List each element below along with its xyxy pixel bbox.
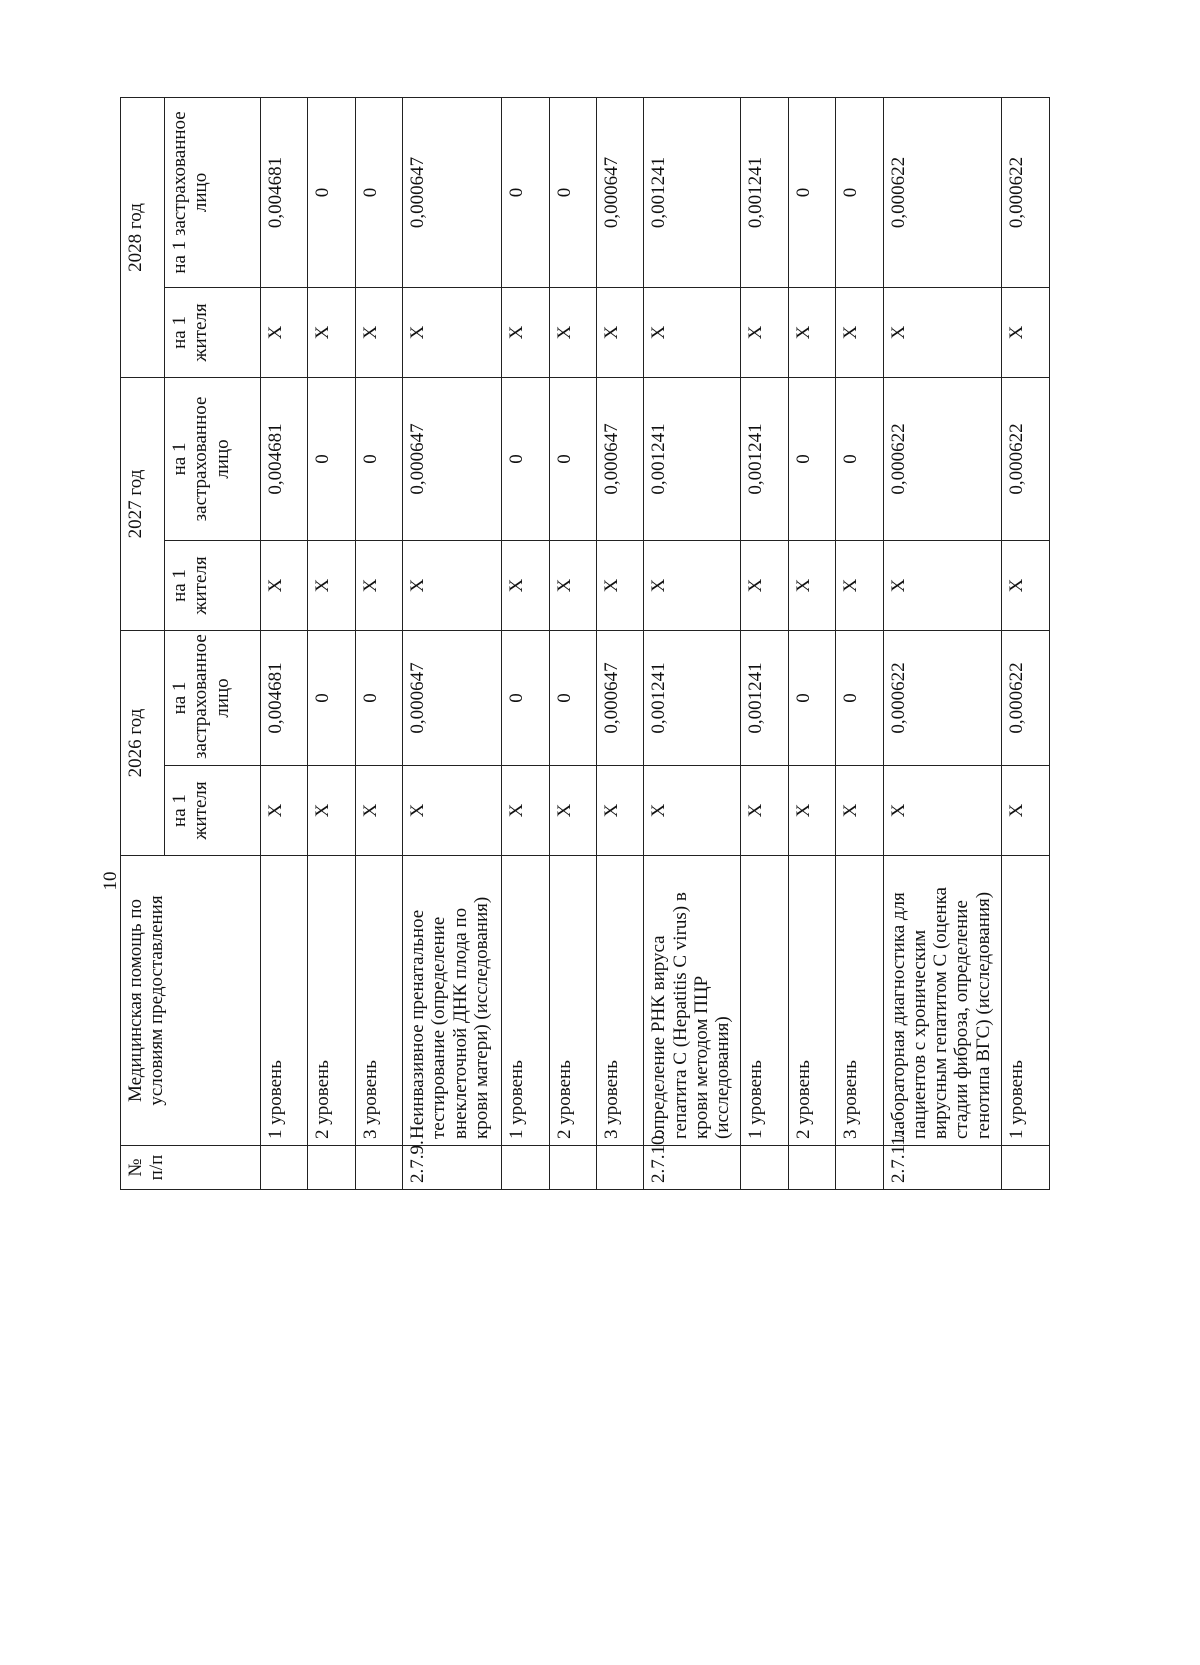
cell-per-insured: 0,001241: [741, 377, 788, 540]
row-number: [596, 1146, 643, 1190]
cell-per-resident: X: [883, 766, 1002, 856]
cell-per-insured: 0,000647: [403, 377, 502, 540]
table-row: [549, 97, 596, 1189]
table-row: [883, 97, 1002, 1189]
row-number: [261, 1146, 308, 1190]
cell-per-resident: X: [788, 766, 835, 856]
subheader-per-resident: на 1 жителя: [165, 766, 261, 856]
cell-per-resident: X: [549, 287, 596, 377]
cell-per-resident: X: [308, 540, 355, 630]
row-number: [549, 1146, 596, 1190]
header-year-2026: 2026 год: [121, 630, 165, 855]
header-year-2027: 2027 год: [121, 377, 165, 630]
row-care-type: лабораторная диагностика для пациентов с хроническим вирусным гепатитом С (оценка стадии фиброза, определение генотипа ВГС) (исследования): [883, 856, 1002, 1146]
cell-per-resident: X: [883, 287, 1002, 377]
cell-per-resident: X: [596, 287, 643, 377]
cell-per-insured: 0,000647: [596, 97, 643, 287]
cell-per-insured: 0: [836, 377, 883, 540]
cell-per-insured: 0,000622: [1002, 97, 1050, 287]
row-number: [741, 1146, 788, 1190]
rotated-table-container: [120, 98, 1050, 1190]
cell-per-resident: X: [836, 540, 883, 630]
cell-per-insured: 0: [355, 377, 402, 540]
cell-per-insured: 0: [788, 377, 835, 540]
cell-per-resident: X: [596, 766, 643, 856]
table-row: [741, 97, 788, 1189]
cell-per-resident: X: [836, 287, 883, 377]
subheader-per-insured: на 1 застрахованное лицо: [165, 97, 261, 287]
table-row: [644, 97, 741, 1189]
subheader-per-insured: на 1 застрахованное лицо: [165, 630, 261, 765]
cell-per-insured: 0: [502, 97, 549, 287]
cell-per-insured: 0: [549, 630, 596, 765]
table-row: [596, 97, 643, 1189]
header-care-type: Медицинская помощь по условиям предоставления: [121, 856, 261, 1146]
header-year-2028: 2028 год: [121, 97, 165, 377]
cell-per-insured: 0: [502, 630, 549, 765]
table-row: [308, 97, 355, 1189]
cell-per-insured: 0: [549, 97, 596, 287]
cell-per-resident: X: [836, 766, 883, 856]
cell-per-insured: 0,001241: [644, 97, 741, 287]
row-care-type: 1 уровень: [1002, 856, 1050, 1146]
row-number: 2.7.9.: [403, 1146, 502, 1190]
cell-per-insured: 0: [502, 377, 549, 540]
cell-per-resident: X: [549, 766, 596, 856]
cell-per-resident: X: [403, 766, 502, 856]
table-row: [836, 97, 883, 1189]
row-care-type: 3 уровень: [355, 856, 402, 1146]
cell-per-resident: X: [403, 540, 502, 630]
row-care-type: 3 уровень: [596, 856, 643, 1146]
cell-per-insured: 0,004681: [261, 97, 308, 287]
cell-per-resident: X: [1002, 766, 1050, 856]
cell-per-insured: 0,004681: [261, 630, 308, 765]
cell-per-insured: 0: [355, 630, 402, 765]
table-row: [788, 97, 835, 1189]
cell-per-resident: X: [644, 287, 741, 377]
cell-per-insured: 0: [308, 377, 355, 540]
row-number: [355, 1146, 402, 1190]
cell-per-insured: 0: [788, 97, 835, 287]
row-number: 2.7.10.: [644, 1146, 741, 1190]
subheader-per-resident: на 1 жителя: [165, 287, 261, 377]
subheader-per-insured: на 1 застрахованное лицо: [165, 377, 261, 540]
row-care-type: определение РНК вируса гепатита С (Hepatitis C virus) в крови методом ПЦР (исследования): [644, 856, 741, 1146]
cell-per-insured: 0,000647: [403, 630, 502, 765]
row-number: 2.7.11.: [883, 1146, 1002, 1190]
cell-per-insured: 0,000622: [883, 97, 1002, 287]
cell-per-resident: X: [403, 287, 502, 377]
cell-per-resident: X: [308, 287, 355, 377]
cell-per-resident: X: [261, 766, 308, 856]
row-number: [502, 1146, 549, 1190]
row-care-type: 1 уровень: [741, 856, 788, 1146]
table-row: [1002, 97, 1050, 1189]
cell-per-resident: X: [644, 540, 741, 630]
cell-per-insured: 0,001241: [741, 630, 788, 765]
cell-per-resident: X: [261, 287, 308, 377]
table-row: [502, 97, 549, 1189]
table-row: [261, 97, 308, 1189]
row-number: [1002, 1146, 1050, 1190]
cell-per-insured: 0,000647: [403, 97, 502, 287]
cell-per-resident: X: [502, 766, 549, 856]
cell-per-resident: X: [261, 540, 308, 630]
subheader-per-resident: на 1 жителя: [165, 540, 261, 630]
row-number: [788, 1146, 835, 1190]
row-care-type: 1 уровень: [261, 856, 308, 1146]
cell-per-resident: X: [741, 287, 788, 377]
cell-per-insured: 0,000622: [883, 630, 1002, 765]
cell-per-resident: X: [549, 540, 596, 630]
page-number: 10: [100, 871, 121, 891]
cell-per-insured: 0,000622: [1002, 377, 1050, 540]
cell-per-insured: 0: [788, 630, 835, 765]
cell-per-resident: X: [355, 766, 402, 856]
cell-per-insured: 0: [308, 97, 355, 287]
cell-per-insured: 0: [836, 630, 883, 765]
row-care-type: 1 уровень: [502, 856, 549, 1146]
cell-per-resident: X: [644, 766, 741, 856]
data-table: [120, 97, 1050, 1190]
cell-per-resident: X: [355, 540, 402, 630]
cell-per-insured: 0: [308, 630, 355, 765]
cell-per-resident: X: [788, 540, 835, 630]
cell-per-resident: X: [741, 540, 788, 630]
row-care-type: 2 уровень: [549, 856, 596, 1146]
cell-per-resident: X: [883, 540, 1002, 630]
cell-per-insured: 0: [549, 377, 596, 540]
cell-per-insured: 0,000622: [1002, 630, 1050, 765]
row-number: [836, 1146, 883, 1190]
cell-per-insured: 0,001241: [644, 630, 741, 765]
cell-per-insured: 0: [836, 97, 883, 287]
cell-per-resident: X: [1002, 540, 1050, 630]
cell-per-insured: 0,004681: [261, 377, 308, 540]
cell-per-resident: X: [502, 287, 549, 377]
header-number: № п/п: [121, 1146, 261, 1190]
cell-per-resident: X: [308, 766, 355, 856]
cell-per-insured: 0: [355, 97, 402, 287]
row-care-type: 2 уровень: [308, 856, 355, 1146]
cell-per-resident: X: [596, 540, 643, 630]
table-row: [403, 97, 502, 1189]
cell-per-resident: X: [355, 287, 402, 377]
table-row: [355, 97, 402, 1189]
cell-per-insured: 0,000647: [596, 630, 643, 765]
cell-per-insured: 0,000622: [883, 377, 1002, 540]
row-care-type: 3 уровень: [836, 856, 883, 1146]
cell-per-resident: X: [502, 540, 549, 630]
row-number: [308, 1146, 355, 1190]
row-care-type: Неинвазивное пренатальное тестирование (определение внеклеточной ДНК плода по крови матери) (исследования): [403, 856, 502, 1146]
row-care-type: 2 уровень: [788, 856, 835, 1146]
cell-per-insured: 0,001241: [644, 377, 741, 540]
cell-per-resident: X: [1002, 287, 1050, 377]
cell-per-resident: X: [741, 766, 788, 856]
cell-per-resident: X: [788, 287, 835, 377]
cell-per-insured: 0,000647: [596, 377, 643, 540]
cell-per-insured: 0,001241: [741, 97, 788, 287]
